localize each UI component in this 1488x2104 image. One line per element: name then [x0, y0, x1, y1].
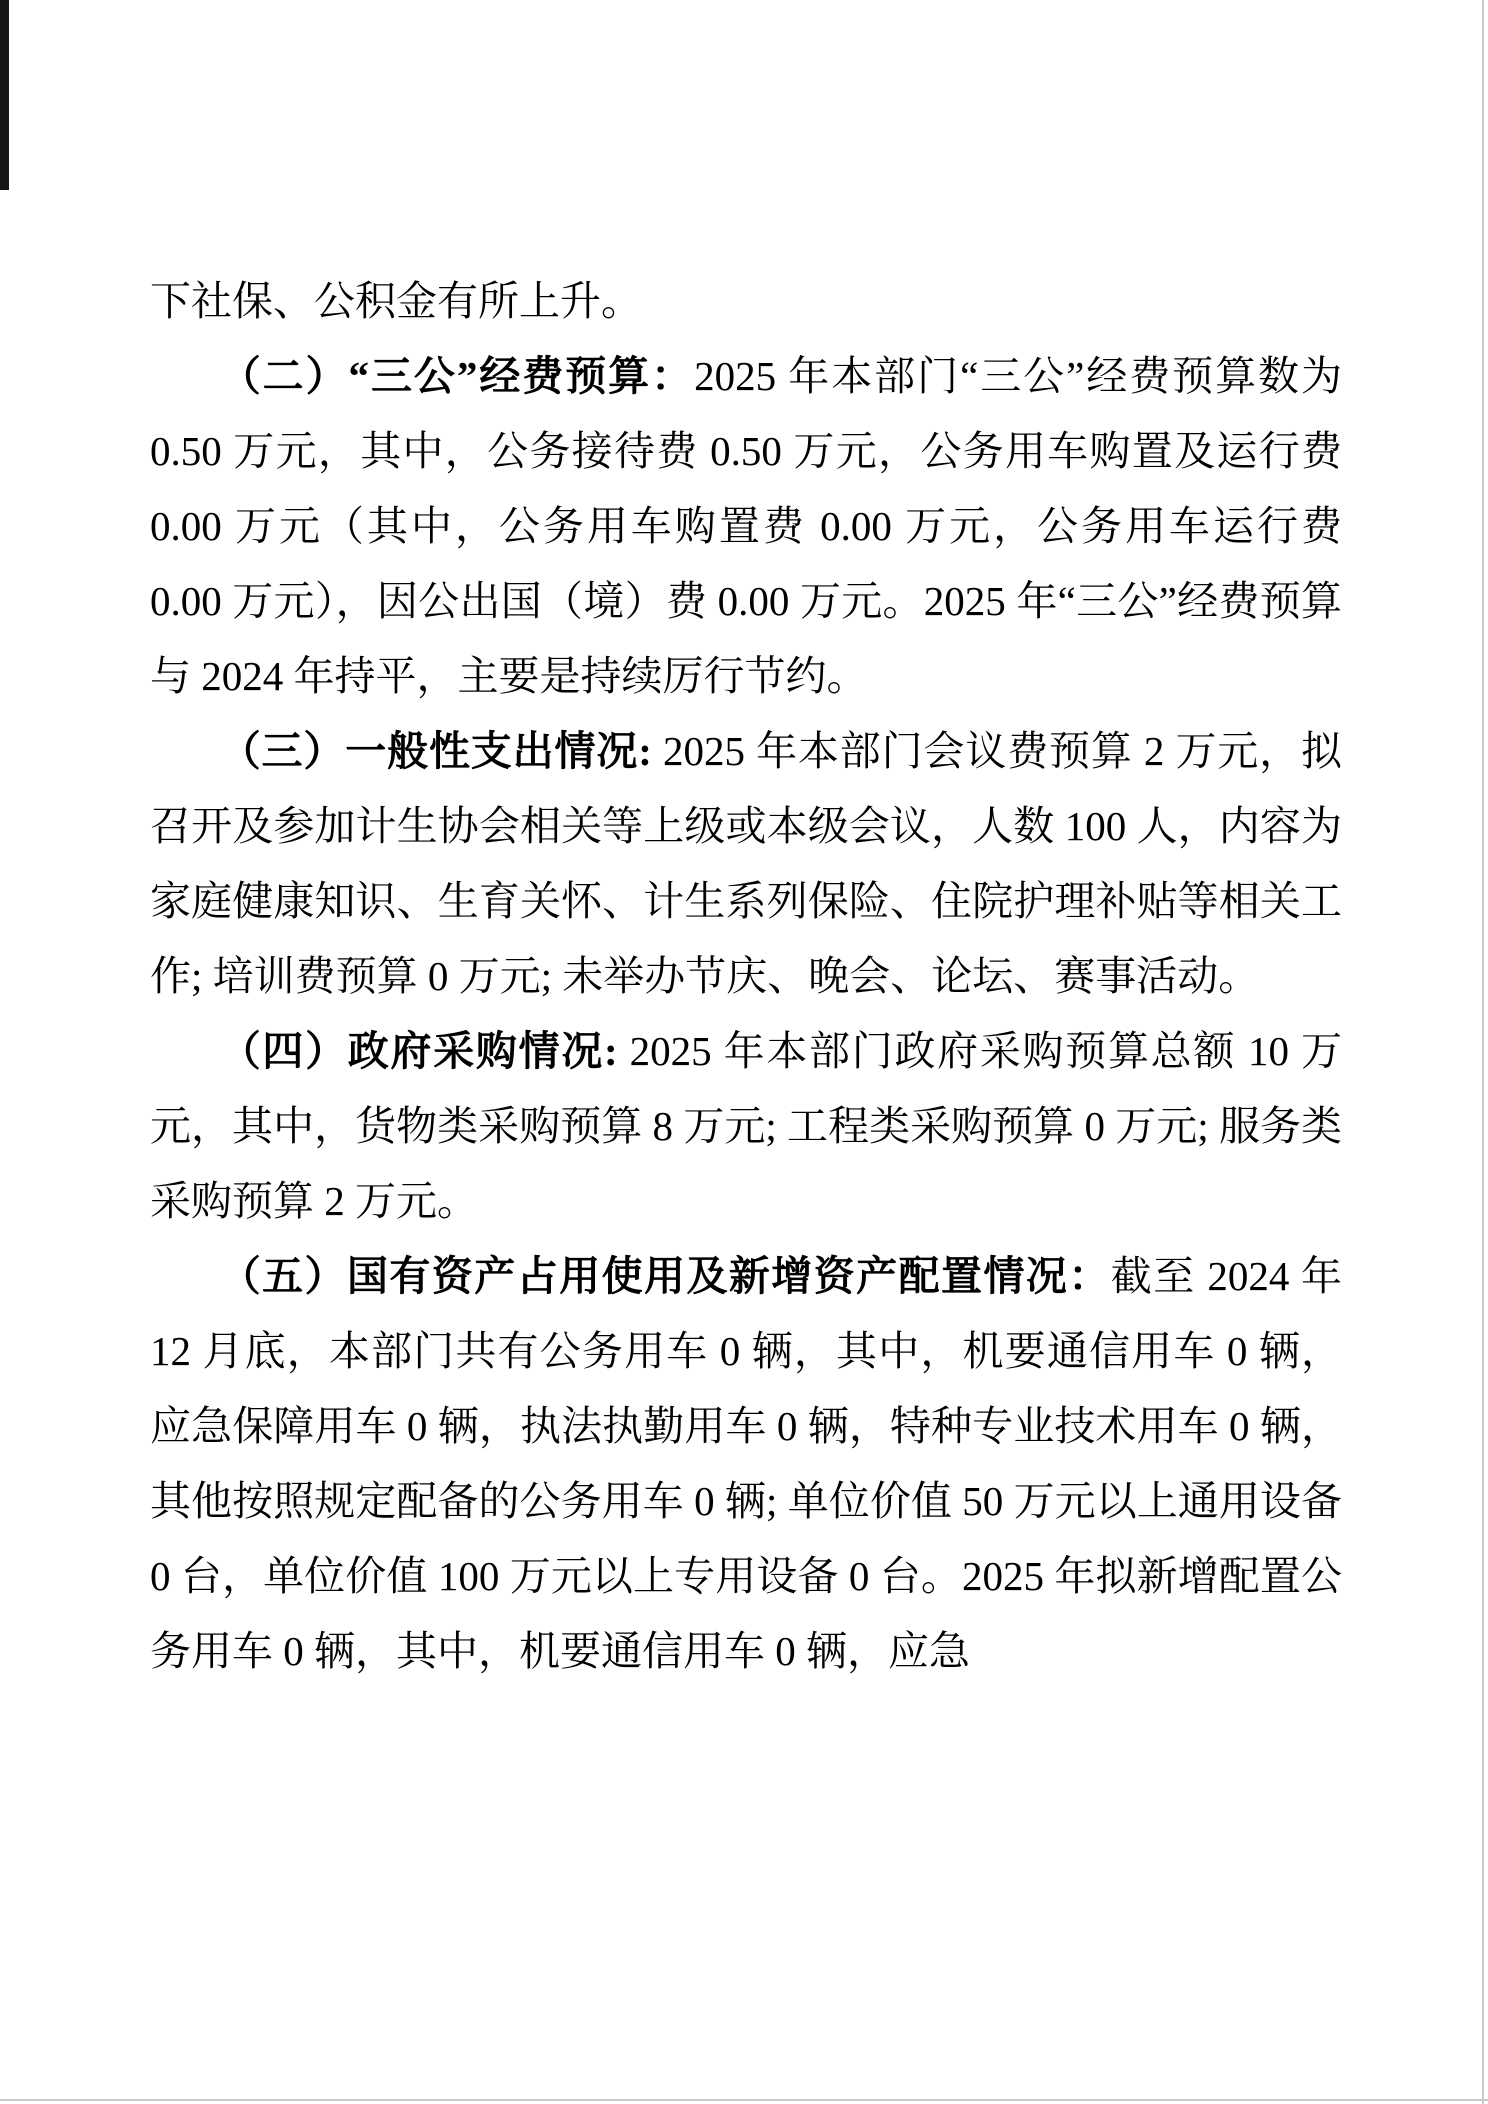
scan-edge-artifact — [0, 0, 9, 190]
page-bottom-edge — [0, 2099, 1488, 2101]
section-4-heading: （四）政府采购情况: — [219, 1028, 618, 1074]
paragraph-continuation — [150, 264, 1342, 339]
paragraph-section-3-general-expenditure — [150, 714, 1342, 1014]
section-5-body-text: 截至 2024 年 12 月底，本部门共有公务用车 0 辆，其中，机要通信用车 0 辆，应急保障用车 0 辆，执法执勤用车 0 辆，特种专业技术用车 0 辆，其他按照规定配备的公务用车 0 辆; 单位价值 50 万元以上通用设备 0 台，单位价值 100 万元以上专用设备 0 台。2025 年拟新增配置公务用车 0 辆，其中，机要通信用车 0 辆，应急 — [150, 1253, 1343, 1674]
section-2-heading: （二）“三公”经费预算： — [219, 353, 695, 399]
paragraph-section-4-government-procurement — [150, 1014, 1342, 1239]
section-4-body-text: 2025 年本部门政府采购预算总额 10 万元，其中，货物类采购预算 8 万元; 工程类采购预算 0 万元; 服务类采购预算 2 万元。 — [150, 1028, 1343, 1224]
section-3-body-text: 2025 年本部门会议费预算 2 万元，拟召开及参加计生协会相关等上级或本级会议，人数 100 人，内容为家庭健康知识、生育关怀、计生系列保险、住院护理补贴等相关工作; 培训费预算 0 万元; 未举办节庆、晚会、论坛、赛事活动。 — [150, 728, 1343, 999]
paragraph-continuation-text: 下社保、公积金有所上升。 — [150, 278, 642, 324]
page-right-edge — [1482, 0, 1484, 2104]
section-2-body-text: 2025 年本部门“三公”经费预算数为 0.50 万元，其中，公务接待费 0.50 万元，公务用车购置及运行费 0.00 万元（其中，公务用车购置费 0.00 万元，公务用车运行费 0.00 万元），因公出国（境）费 0.00 万元。2025 年“三公”经费预算与 2024 年持平，主要是持续厉行节约。 — [150, 353, 1342, 699]
document-text-block — [150, 264, 1342, 1689]
paragraph-section-5-state-assets — [150, 1239, 1342, 1689]
section-3-heading: （三）一般性支出情况: — [219, 728, 652, 774]
paragraph-section-2-sangong-budget — [150, 339, 1342, 714]
section-5-heading: （五）国有资产占用使用及新增资产配置情况： — [219, 1253, 1111, 1299]
